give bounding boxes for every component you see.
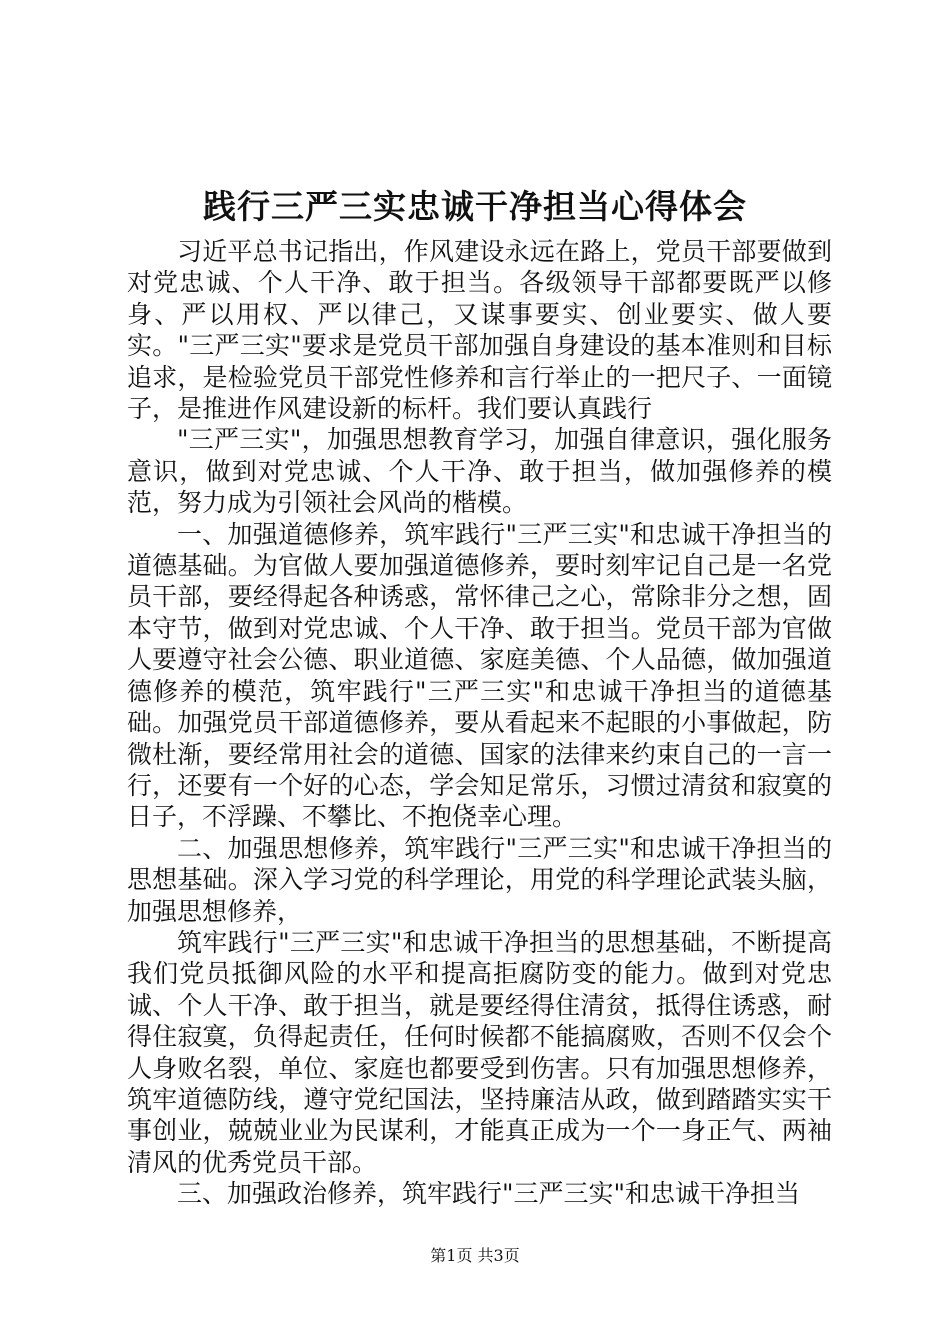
paragraph: 筑牢践行"三严三实"和忠诚干净担当的思想基础，不断提高我们党员抵御风险的水平和提高拒腐防变的能力。做到对党忠诚、个人干净、敢于担当，就是要经得住清贫，抵得住诱惑，耐得住寂寞，负得起责任，任何时候都不能搞腐败，否则不仅会个人身败名裂，单位、家庭也都要受到伤害。只有加强思想修养，筑牢道德防线，遵守党纪国法，坚持廉洁从政，做到踏踏实实干事创业，兢兢业业为民谋利，才能真正成为一个一身正气、两袖清风的优秀党员干部。 [127, 927, 832, 1177]
paragraph: "三严三实"，加强思想教育学习，加强自律意识，强化服务意识，做到对党忠诚、个人干净、敢于担当，做加强修养的模范，努力成为引领社会风尚的楷模。 [127, 425, 832, 518]
paragraph: 二、加强思想修养，筑牢践行"三严三实"和忠诚干净担当的思想基础。深入学习党的科学理论，用党的科学理论武装头脑，加强思想修养， [127, 833, 832, 926]
document-body [127, 236, 832, 1210]
paragraph: 习近平总书记指出，作风建设永远在路上，党员干部要做到对党忠诚、个人干净、敢于担当。各级领导干部都要既严以修身、严以用权、严以律己，又谋事要实、创业要实、做人要实。"三严三实"要求是党员干部加强自身建设的基本准则和目标追求，是检验党员干部党性修养和言行举止的一把尺子、一面镜子，是推进作风建设新的标杆。我们要认真践行 [127, 237, 832, 424]
page-number: 第1页 共3页 [430, 1246, 520, 1265]
document-title: 践行三严三实忠诚干净担当心得体会 [203, 187, 747, 226]
paragraph: 一、加强道德修养，筑牢践行"三严三实"和忠诚干净担当的道德基础。为官做人要加强道德修养，要时刻牢记自己是一名党员干部，要经得起各种诱惑，常怀律己之心，常除非分之想，固本守节，做到对党忠诚、个人干净、敢于担当。党员干部为官做人要遵守社会公德、职业道德、家庭美德、个人品德，做加强道德修养的模范，筑牢践行"三严三实"和忠诚干净担当的道德基础。加强党员干部道德修养，要从看起来不起眼的小事做起，防微杜渐，要经常用社会的道德、国家的法律来约束自己的一言一行，还要有一个好的心态，学会知足常乐，习惯过清贫和寂寞的日子，不浮躁、不攀比、不抱侥幸心理。 [127, 519, 832, 832]
paragraph: 三、加强政治修养，筑牢践行"三严三实"和忠诚干净担当 [177, 1179, 801, 1209]
